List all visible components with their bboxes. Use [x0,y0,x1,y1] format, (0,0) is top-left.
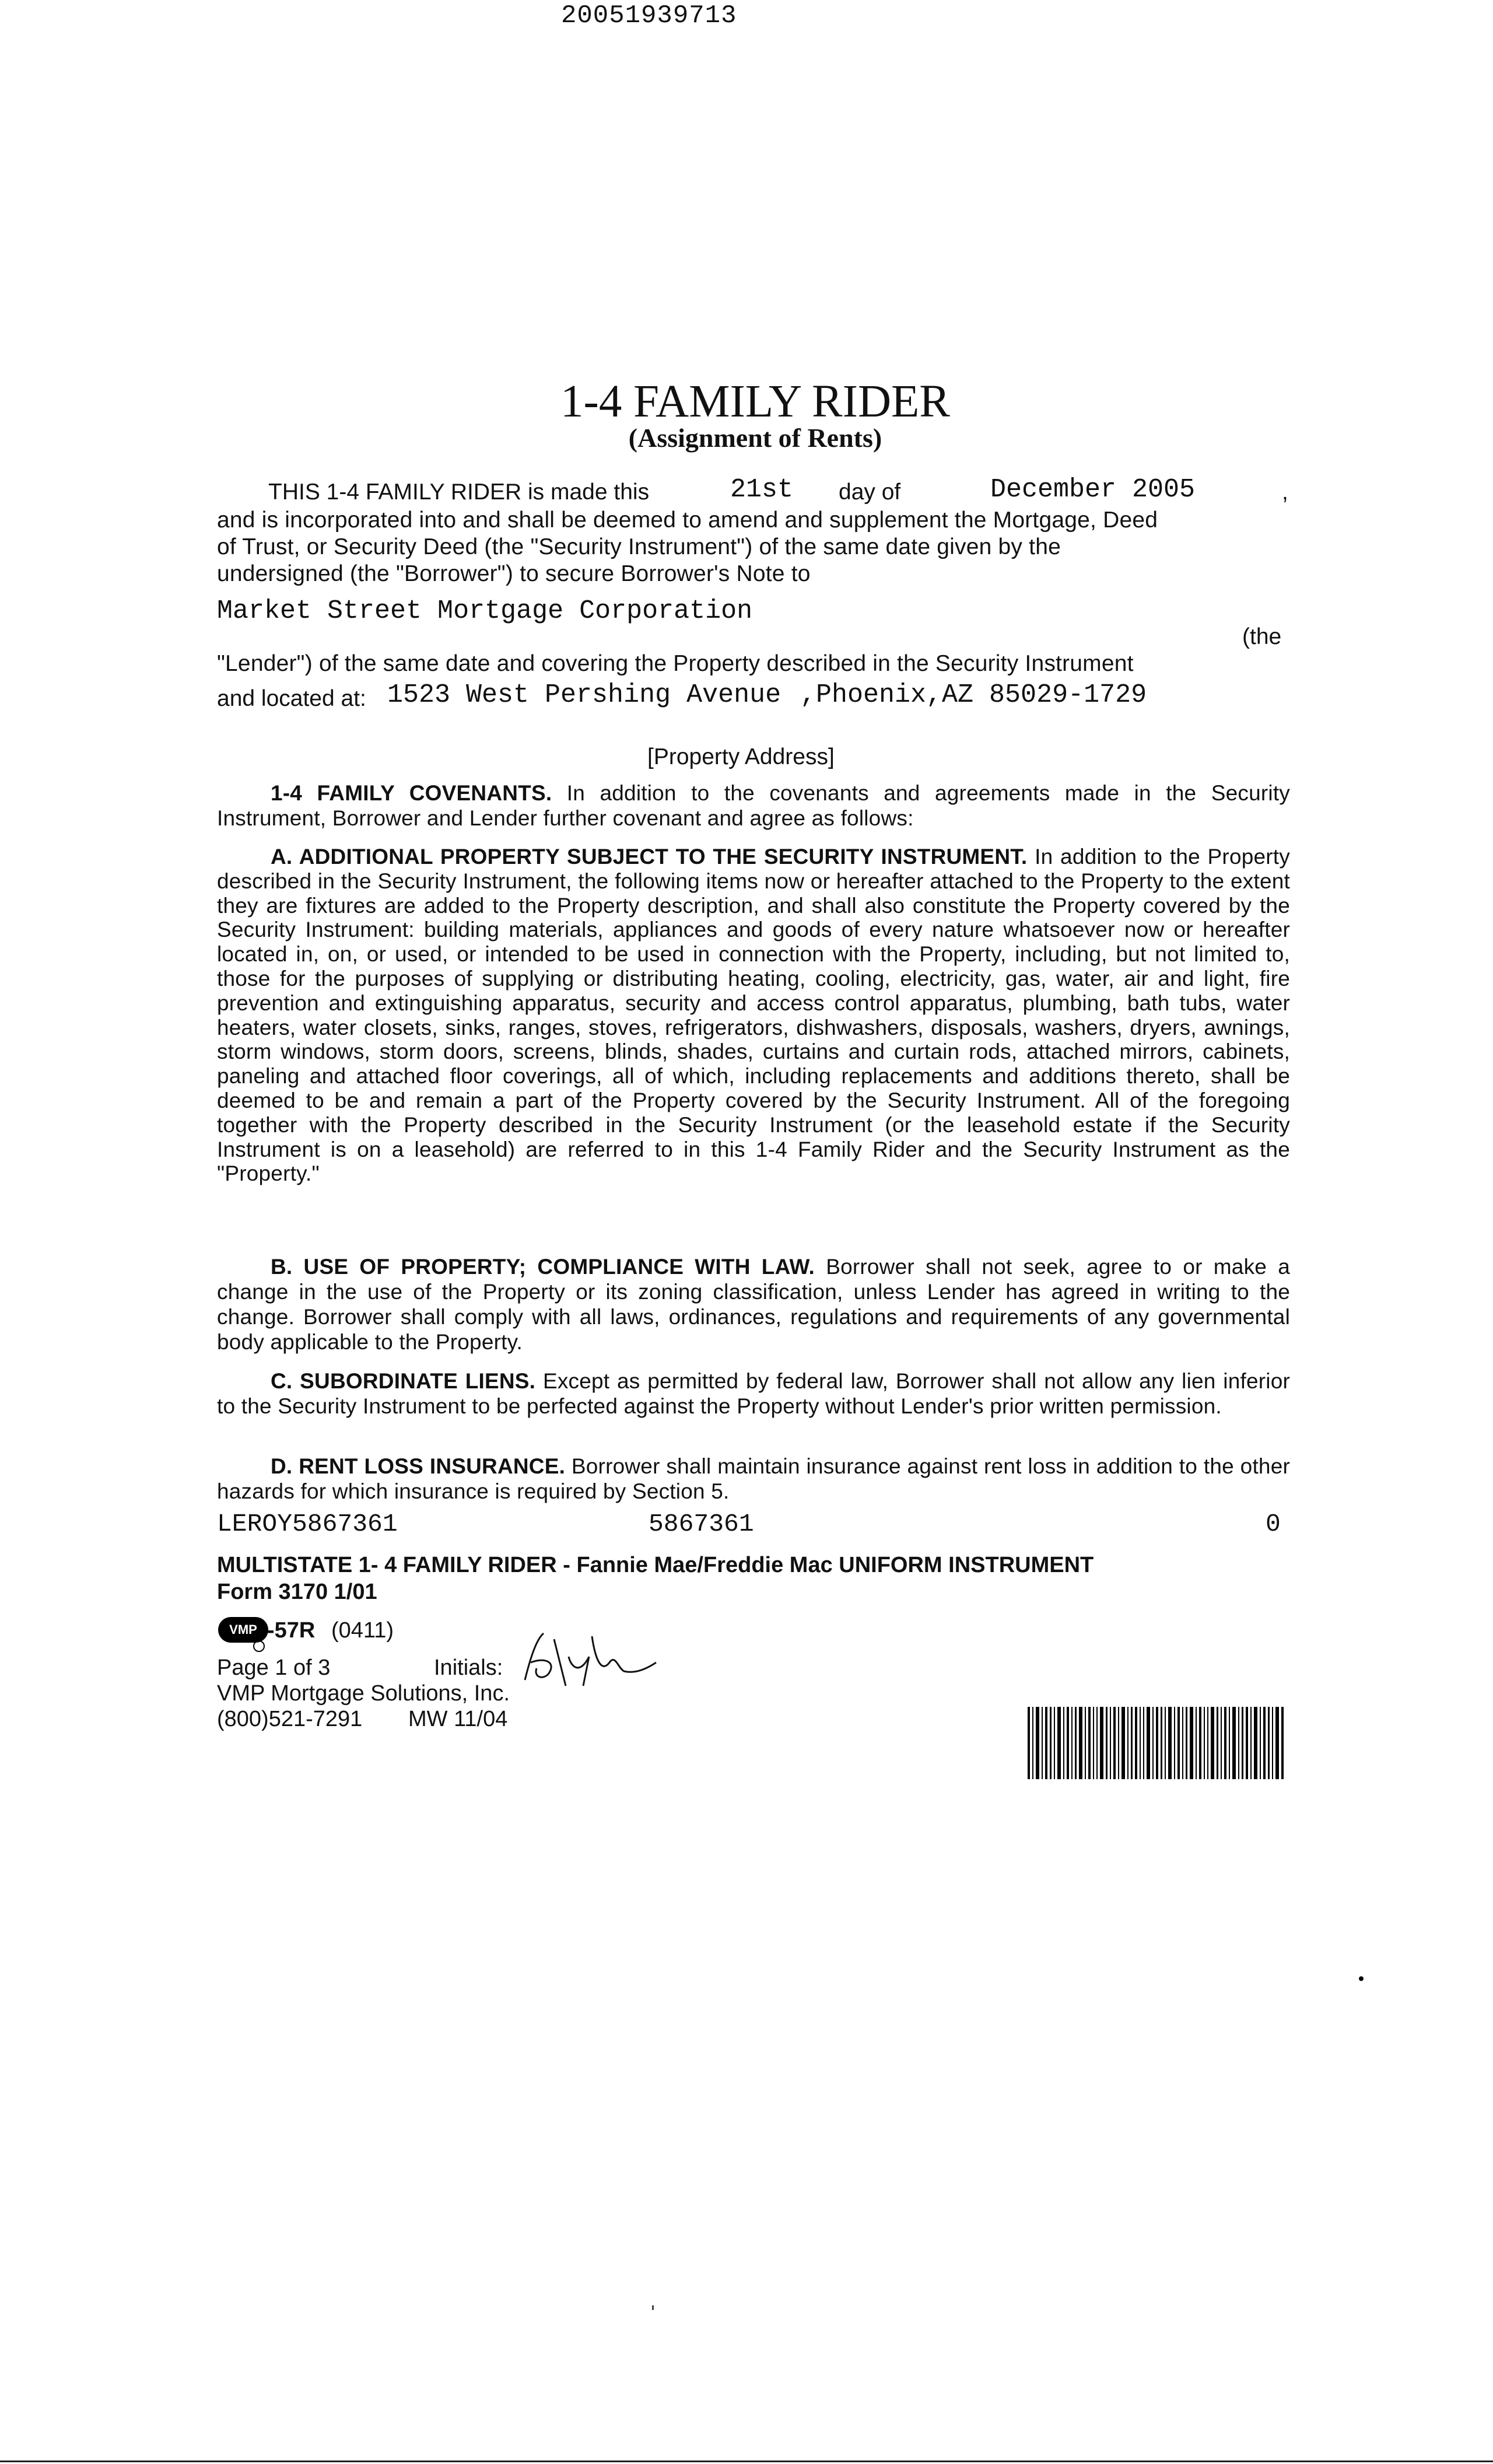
vmp-version: (0411) [331,1618,394,1643]
section-d-text: Borrower shall maintain insurance against rent loss in addition to the other hazards for which insurance is required by Section 5. [217,1454,1290,1503]
loan-id-mid: 5867361 [649,1510,754,1538]
day-field: 21st [730,475,794,505]
intro-line-2: and is incorporated into and shall be deemed to amend and supplement the Mortgage, Deed [217,508,1158,533]
section-b-text: Borrower shall not seek, agree to or make a change in the use of the Property or its zoning classification, unless Lender has agreed in writing to the change. Borrower shall comply with all laws, ordinances, regulations and requirements of any governmental body applicable to the Property. [217,1255,1291,1354]
city-field: ,Phoenix,AZ 85029-1729 [800,680,1147,710]
intro-prefix: THIS 1-4 FAMILY RIDER is made this [268,480,650,505]
page-number: Page 1 of 3 [217,1656,331,1680]
intro-line-5: "Lender") of the same date and covering the Property described in the Security Instrument [217,651,1134,676]
section-c-text: Except as permitted by federal law, Borrower shall not allow any lien inferior to the Security Instrument to be perfected against the Property without Lender's prior written permission. [217,1369,1290,1418]
initials-label: Initials: [434,1656,503,1680]
document-title: 1-4 FAMILY RIDER [560,376,950,427]
registered-mark [253,1640,265,1652]
section-a-heading: A. ADDITIONAL PROPERTY SUBJECT TO THE SECURITY INSTRUMENT. [271,845,1028,869]
day-of-label: day of [839,480,901,505]
speck-mark-2 [652,2305,654,2310]
address-field: 1523 West Pershing Avenue [387,680,781,710]
revision-code: MW 11/04 [408,1707,508,1731]
initials-signature [513,1622,659,1698]
covenants-intro-text: In addition to the covenants and agreements made in the Security Instrument, Borrower and Lender further covenant and agree as follows: [217,781,1290,830]
speck-mark [1359,1976,1364,1981]
located-at-label: and located at: [217,686,366,711]
property-address-label: [Property Address] [647,744,835,769]
page-bottom-rule [0,2460,1493,2462]
section-b [217,1254,1290,1354]
the-label: (the [1242,624,1282,649]
document-subtitle: (Assignment of Rents) [628,423,882,453]
barcode [1028,1707,1289,1779]
month-year-field: December 2005 [990,475,1196,505]
section-a [217,845,1290,1186]
phone-number: (800)521-7291 [217,1707,363,1731]
section-b-heading: B. USE OF PROPERTY; COMPLIANCE WITH LAW. [271,1255,815,1279]
loan-id-right: 0 [1266,1510,1281,1538]
record-number: 20051939713 [561,1,737,30]
covenants-intro [217,780,1290,831]
comma: , [1282,480,1288,505]
vmp-logo-text: VMP [229,1622,257,1637]
intro-line-4: undersigned (the "Borrower") to secure Borrower's Note to [217,561,811,586]
section-c [217,1368,1290,1419]
covenants-heading: 1-4 FAMILY COVENANTS. [271,781,552,805]
loan-id-left: LEROY5867361 [217,1510,398,1538]
intro-line-3: of Trust, or Security Deed (the "Security Instrument") of the same date given by the [217,534,1061,559]
vmp-code: -57R [267,1618,316,1643]
section-c-heading: C. SUBORDINATE LIENS. [271,1369,536,1393]
lender-field: Market Street Mortgage Corporation [217,596,753,626]
form-number: Form 3170 1/01 [217,1580,377,1604]
company-name: VMP Mortgage Solutions, Inc. [217,1681,510,1706]
section-a-text: In addition to the Property described in the Security Instrument, the following items now or hereafter attached to the Property to the extent they are fixtures are added to the Property description, and shall also constitute the Property covered by the Security Instrument: building materials, appliances and goods of every nature whatsoever now or hereafter located in, on, or used, or intended to be used in connection with the Property, including, but not limited to, those for the purposes of supplying or distributing heating, cooling, electricity, gas, water, air and light, fire prevention and extinguishing apparatus, security and access control apparatus, plumbing, bath tubs, water heaters, water closets, sinks, ranges, stoves, refrigerators, dishwashers, disposals, washers, dryers, awnings, storm windows, storm doors, screens, blinds, shades, curtains and curtain rods, attached mirrors, cabinets, paneling and attached floor coverings, all of which, including replacements and additions thereto, shall be deemed to be and remain a part of the Property covered by the Security Instrument. All of the foregoing together with the Property described in the Security Instrument (or the leasehold estate if the Security Instrument is on a leasehold) are referred to in this 1-4 Family Rider and the Security Instrument as the "Property." [217,845,1290,1186]
vmp-logo [218,1617,268,1643]
section-d-heading: D. RENT LOSS INSURANCE. [271,1454,566,1478]
form-title: MULTISTATE 1- 4 FAMILY RIDER - Fannie Mae/Freddie Mac UNIFORM INSTRUMENT [217,1553,1094,1577]
section-d [217,1454,1290,1504]
